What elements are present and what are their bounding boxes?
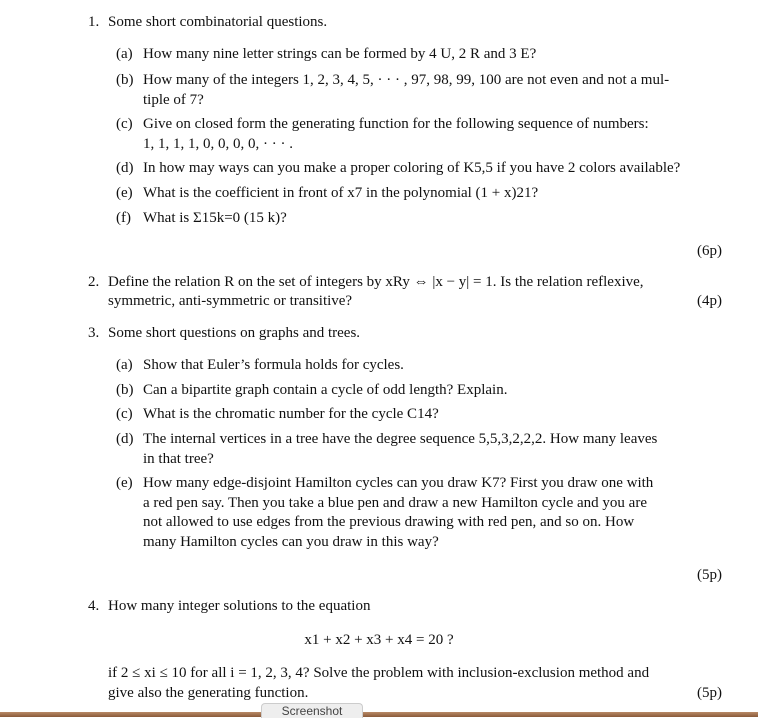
q4-number: 4. bbox=[88, 598, 100, 614]
q1c-line1: Give on closed form the generating function for the following sequence of numbers: bbox=[143, 116, 649, 132]
q3b-text: Can a bipartite graph contain a cycle of odd length? Explain. bbox=[143, 382, 508, 398]
q3-number: 3. bbox=[88, 325, 100, 341]
q3e-line4: many Hamilton cycles can you draw in this way? bbox=[143, 534, 439, 550]
q3-title: Some short questions on graphs and trees. bbox=[108, 325, 361, 341]
q3d-label: (d) bbox=[116, 431, 134, 447]
q4-title: How many integer solutions to the equation bbox=[108, 598, 371, 614]
q3e-line2: a red pen say. Then you take a blue pen and draw a new Hamilton cycle and you are bbox=[143, 495, 647, 511]
q1b-line2: tiple of 7? bbox=[143, 92, 204, 108]
q4-points: (5p) bbox=[697, 685, 722, 701]
q2-line1: Define the relation R on the set of integers by xRy ⇔ |x − y| = 1. Is the relation reflexive, bbox=[108, 274, 644, 290]
q2-number: 2. bbox=[88, 274, 100, 290]
q3c-label: (c) bbox=[116, 406, 133, 422]
q1f-label: (f) bbox=[116, 210, 131, 226]
q3a-label: (a) bbox=[116, 357, 133, 373]
q3e-label: (e) bbox=[116, 475, 133, 491]
q3d-line1: The internal vertices in a tree have the degree sequence 5,5,3,2,2,2. How many leaves bbox=[143, 431, 658, 447]
q3b-label: (b) bbox=[116, 382, 134, 398]
q1a-label: (a) bbox=[116, 46, 133, 62]
q3d-line2: in that tree? bbox=[143, 451, 214, 467]
q1d-text: In how may ways can you make a proper coloring of K5,5 if you have 2 colors available? bbox=[143, 160, 681, 176]
q2-line2: symmetric, anti-symmetric or transitive? bbox=[108, 293, 353, 309]
q3e-line3: not allowed to use edges from the previous drawing with red pen, and so on. How bbox=[143, 514, 635, 530]
q4-line2: give also the generating function. bbox=[108, 685, 309, 701]
screenshot-tab[interactable]: Screenshot bbox=[261, 703, 363, 718]
q4-line1: if 2 ≤ xi ≤ 10 for all i = 1, 2, 3, 4? Solve the problem with inclusion-exclusion method and bbox=[108, 665, 650, 681]
q3a-text: Show that Euler’s formula holds for cycles. bbox=[143, 357, 404, 373]
q2-points: (4p) bbox=[697, 293, 722, 309]
q3e-line1: How many edge-disjoint Hamilton cycles can you draw K7? First you draw one with bbox=[143, 475, 654, 491]
q1b-label: (b) bbox=[116, 72, 134, 88]
q1a-text: How many nine letter strings can be formed by 4 U, 2 R and 3 E? bbox=[143, 46, 537, 62]
q3-points: (5p) bbox=[697, 567, 722, 583]
q1e-label: (e) bbox=[116, 185, 133, 201]
q1d-label: (d) bbox=[116, 160, 134, 176]
q4-equation: x1 + x2 + x3 + x4 = 20 ? bbox=[304, 632, 454, 648]
q1c-label: (c) bbox=[116, 116, 133, 132]
q1-points: (6p) bbox=[697, 243, 722, 259]
q1e-text: What is the coefficient in front of x7 in the polynomial (1 + x)21? bbox=[143, 185, 539, 201]
q3c-text: What is the chromatic number for the cycle C14? bbox=[143, 406, 439, 422]
q1-title: Some short combinatorial questions. bbox=[108, 14, 328, 30]
q1-number: 1. bbox=[88, 14, 100, 30]
q1b-line1: How many of the integers 1, 2, 3, 4, 5, · · · , 97, 98, 99, 100 are not even and not a mul- bbox=[143, 72, 670, 88]
bottom-border bbox=[0, 712, 758, 717]
q1c-line2: 1, 1, 1, 1, 0, 0, 0, 0, · · · . bbox=[143, 136, 293, 152]
q1f-text: What is Σ15k=0 (15 k)? bbox=[143, 210, 287, 226]
